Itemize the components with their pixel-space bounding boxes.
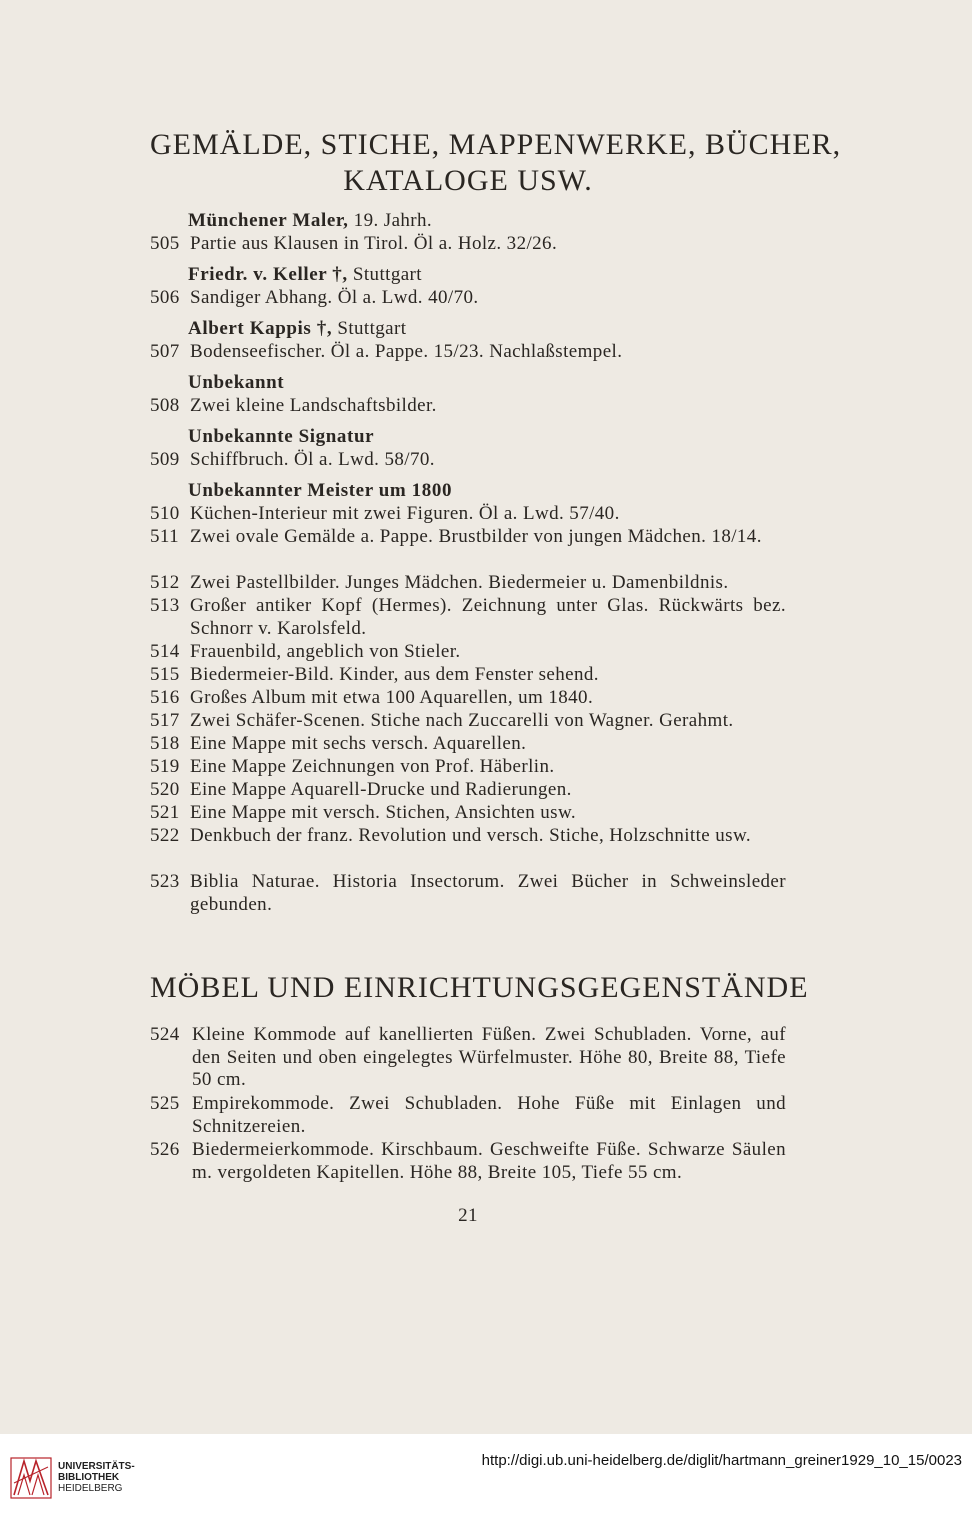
lot-number: 509 [150,449,180,470]
artist-detail: Stuttgart [347,264,422,285]
list-item [150,503,786,526]
university-library-logo-icon [10,1457,52,1499]
artist-name: Unbekannter Meister um 1800 [188,480,453,501]
lot-description: Empirekommode. Zwei Schubladen. Hohe Füße mit Einlagen und Schnitzereien. [192,1093,786,1137]
lot-number: 507 [150,341,180,362]
lot-number: 513 [150,595,180,616]
lot-description: Partie aus Klausen in Tirol. Öl a. Holz. 32/26. [190,233,558,254]
lot-description: Eine Mappe mit versch. Stichen, Ansichten usw. [190,802,577,823]
list-item [150,526,786,549]
lot-description: Kleine Kommode auf kanellierten Füßen. Zwei Schubladen. Vorne, auf den Seiten und oben eingelegtes Würfelmuster. Höhe 80, Breite 88, Tiefe 50 cm. [192,1024,786,1091]
lot-description: Eine Mappe Aquarell-Drucke und Radierungen. [190,779,572,800]
lot-description: Schiffbruch. Öl a. Lwd. 58/70. [190,449,435,470]
lot-number: 525 [150,1093,180,1114]
artist-name: Unbekannte Signatur [188,426,375,447]
lot-number: 520 [150,779,180,800]
artist-heading [188,480,452,502]
lot-number: 512 [150,572,180,593]
section-title: MÖBEL UND EINRICHTUNGSGEGENSTÄNDE [150,971,809,1004]
list-item [150,825,786,848]
lot-number: 510 [150,503,180,524]
lot-description: Großes Album mit etwa 100 Aquarellen, um 1840. [190,687,594,708]
list-item [150,233,786,256]
artist-heading [188,318,406,340]
list-item [150,756,786,779]
library-line2: BIBLIOTHEK [58,1472,120,1483]
lot-number: 518 [150,733,180,754]
lot-description: Frauenbild, angeblich von Stieler. [190,641,461,662]
list-item [150,341,786,364]
list-item [150,595,786,640]
lot-description: Biblia Naturae. Historia Insectorum. Zwei Bücher in Schweinsleder gebunden. [190,871,786,915]
lot-number: 516 [150,687,180,708]
lot-description: Denkbuch der franz. Revolution und versch. Stiche, Holzschnitte usw. [190,825,751,846]
list-item [150,871,786,916]
library-name [58,1461,135,1494]
lot-number: 523 [150,871,180,892]
lot-description: Zwei ovale Gemälde a. Pappe. Brustbilder von jungen Mädchen. 18/14. [190,526,762,547]
list-item [150,287,786,310]
lot-description: Zwei kleine Landschaftsbilder. [190,395,437,416]
list-item [150,449,786,472]
artist-heading [188,372,284,394]
lot-number: 514 [150,641,180,662]
lot-description: Bodenseefischer. Öl a. Pappe. 15/23. Nachlaßstempel. [190,341,623,362]
artist-detail: Stuttgart [332,318,407,339]
lot-description: Sandiger Abhang. Öl a. Lwd. 40/70. [190,287,479,308]
list-item [150,664,786,687]
lot-number: 522 [150,825,180,846]
lot-number: 517 [150,710,180,731]
artist-heading [188,210,432,232]
list-item [150,1139,786,1184]
lot-description: Eine Mappe Zeichnungen von Prof. Häberlin. [190,756,555,777]
section-title-line2: KATALOGE USW. [343,164,593,197]
list-item [150,687,786,710]
artist-name: Unbekannt [188,372,285,393]
list-item [150,572,786,595]
artist-name: Friedr. v. Keller †, [188,264,348,285]
lot-description: Zwei Schäfer-Scenen. Stiche nach Zuccarelli von Wagner. Gerahmt. [190,710,734,731]
artist-name: Münchener Maler, [188,210,349,231]
list-item [150,1024,786,1092]
library-line1: UNIVERSITÄTS- [58,1461,135,1472]
permalink-url[interactable]: http://digi.ub.uni-heidelberg.de/diglit/hartmann_greiner1929_10_15/0023 [481,1452,962,1469]
lot-number: 506 [150,287,180,308]
lot-number: 508 [150,395,180,416]
viewer-footer [0,1434,972,1516]
artist-name: Albert Kappis †, [188,318,333,339]
list-item [150,395,786,418]
lot-number: 511 [150,526,179,547]
list-item [150,779,786,802]
list-item [150,1093,786,1138]
lot-description: Großer antiker Kopf (Hermes). Zeichnung unter Glas. Rückwärts bez. Schnorr v. Karolsfeld. [190,595,786,639]
list-item [150,641,786,664]
lot-description: Eine Mappe mit sechs versch. Aquarellen. [190,733,527,754]
artist-detail: 19. Jahrh. [348,210,433,231]
list-item [150,733,786,756]
lot-description: Küchen-Interieur mit zwei Figuren. Öl a. Lwd. 57/40. [190,503,620,524]
list-item [150,802,786,825]
page-number: 21 [458,1205,478,1226]
section-title-line1: GEMÄLDE, STICHE, MAPPENWERKE, BÜCHER, [150,128,842,161]
lot-number: 505 [150,233,180,254]
artist-heading [188,264,422,286]
lot-number: 519 [150,756,180,777]
lot-description: Biedermeier-Bild. Kinder, aus dem Fenster sehend. [190,664,599,685]
lot-description: Biedermeierkommode. Kirschbaum. Geschweifte Füße. Schwarze Säulen m. vergoldeten Kapitellen. Höhe 88, Breite 105, Tiefe 55 cm. [192,1139,786,1183]
lot-number: 526 [150,1139,180,1160]
library-line3: HEIDELBERG [58,1483,123,1494]
lot-number: 515 [150,664,180,685]
lot-number: 524 [150,1024,180,1045]
artist-heading [188,426,374,448]
lot-description: Zwei Pastellbilder. Junges Mädchen. Biedermeier u. Damenbildnis. [190,572,729,593]
lot-number: 521 [150,802,180,823]
list-item [150,710,786,733]
